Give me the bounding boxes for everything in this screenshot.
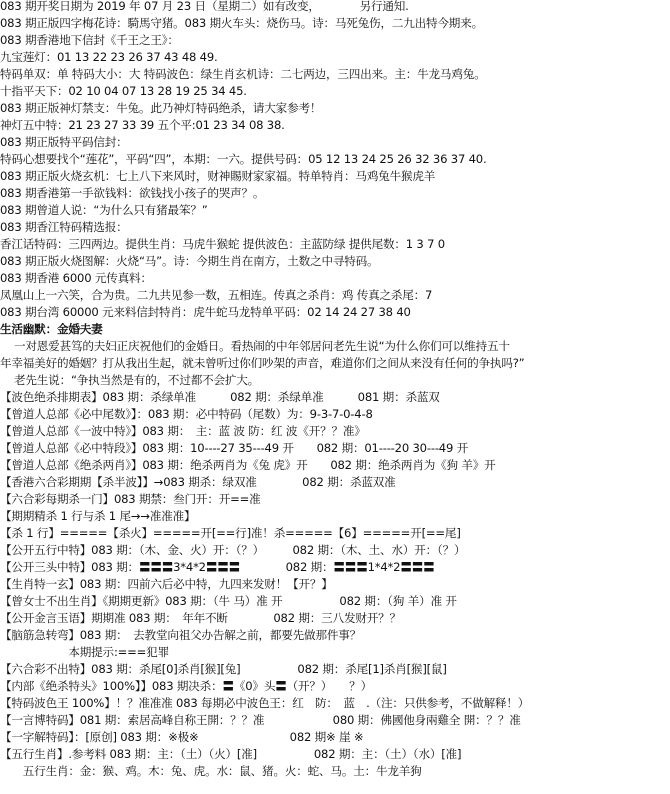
five-elements-line: 【公开五行中特】083 期：（木、金、火）开：（？） 082 期：（木、土、水）开：（？） xyxy=(0,543,466,557)
element-legend-line: 五行生肖：金：猴、鸡。木：兔、虎。水：鼠、猪。火：蛇、马。土：牛龙羊狗 xyxy=(0,764,422,778)
fire-mystery-line: 083 期正版火烧玄机：七上八下来风时，财神賜财家家福。特单特肖：马鸡兔牛猴虎羊 xyxy=(0,169,436,183)
kill-one-door-line: 【六合彩每期杀一门】083 期禁：叁门开：开==准 xyxy=(0,492,261,506)
issue-date-line: 083 期开奖日期为 2019 年 07 月 23 日（星期二）如有改变， 另行通知. xyxy=(0,0,409,13)
nine-lamps-line: 九宝莲灯：01 13 22 23 26 37 43 48 49. xyxy=(0,50,218,64)
five-specials-line: 神灯五中特：21 23 27 33 39 五个平:01 23 34 08 38. xyxy=(0,118,285,132)
no-special-line: 【六合彩不出特】083 期：杀尾[0]杀肖[猴][兔] 082 期：杀尾[1]杀肖[猴][鼠] xyxy=(0,662,447,676)
internal-head-line: 【内部《绝杀特头》100%】】083 期决杀：〓《0》头〓（开？） ？） xyxy=(0,679,372,693)
humor-paragraph-1: 一对恩爱甚笃的夫妇正庆祝他们的金婚日。看热闹的中年邻居问老先生说“为什么你们可以维持五十 xyxy=(14,339,510,353)
humor-paragraph-2: 年幸福美好的婚姻？打从我出生起，就未曾听过你们吵架的声音，难道你们之间从来没有任何的争执吗?” xyxy=(0,356,525,370)
humor-title: 生活幽默：金婚夫妻 xyxy=(0,322,103,336)
taiwan-line: 083 期台湾 60000 元来料信封特肖：虎牛蛇马龙特单平码：02 14 24 27 38 40 xyxy=(0,305,411,319)
wave-king-line: 【特码波色王 100%】！？准准准 083 每期必中波色王：红 防： 蓝 .（注：只供参考，不做解释！） xyxy=(0,696,530,710)
single-double-line: 特码单双：单 特码大小：大 特码波色：绿生肖玄机诗：二七两边，三四出来。主：牛龙马鸡兔。 xyxy=(0,67,486,81)
brain-teaser-line: 【脑筋急转弯】083 期： 去教堂向祖父办告解之前，都要先做那件事？ xyxy=(0,628,362,642)
hk-first-hand-line: 083 期香港第一手欲钱料：欲钱找小孩子的哭声？。 xyxy=(0,186,265,200)
ms-zeng-line: 【曾女士不出生肖】《期期更新》083 期：（牛 马）准 开 082 期：（狗 羊）准 开 xyxy=(0,594,457,608)
wave-color-line: 【波色绝杀排期表】083 期：杀绿单准 082 期：杀绿单准 081 期：杀蓝双 xyxy=(0,390,440,404)
humor-paragraph-3: 老先生说：“争执当然是有的，不过都不会扩大。 xyxy=(14,373,260,387)
magic-lamp-line: 083 期正版神灯禁支：牛兔。此乃神灯特码绝杀，请大家参考！ xyxy=(0,101,322,115)
five-element-zodiac-line: 【五行生肖】.参考料 083 期：主：（土）（火）[准] 082 期：主：（土）（水）[准] xyxy=(0,747,462,761)
half-wave-line: 【香港六合彩期期【杀半波】】→083 期杀：绿双准 082 期：杀蓝双准 xyxy=(0,475,396,489)
golden-words-line: 【公开金言玉语】期期准 083 期： 年年不断 082 期：三八发财开？？ xyxy=(0,611,401,625)
one-word-bet-line: 【一言博特码】081 期：索居高峰自称王開：？？准 080 期：佛國他身兩雞全 開：？？准 xyxy=(0,713,521,727)
one-char-line: 【一字解特码】：[原创] 083 期：※极※ 082 期※ 崖 ※ xyxy=(0,730,364,744)
kill-row-tail-title: 【期期精杀 1 行与杀 1 尾→→准准准】 xyxy=(0,509,196,523)
zeng-says-line: 083 期曾道人说：“为什么只有猪最笨？” xyxy=(0,203,208,217)
zodiac-mystery-line: 【生肖特一玄】083 期：四前六后必中特，九四来发财！【开？】 xyxy=(0,577,333,591)
brain-teaser-hint: 本期提示:===犯罪 xyxy=(0,645,169,659)
kill-two-zodiac-line: 【曾道人总部《绝杀两肖》】083 期：绝杀两肖为《兔 虎》开 082 期：绝杀两肖为《狗 羊》开 xyxy=(0,458,496,472)
xiangjiang-report-line: 083 期香江特码精选报： xyxy=(0,220,128,234)
one-wave-line: 【曾道人总部《一波中特》】083 期： 主：蓝 波 防：红 波《开？？准》 xyxy=(0,424,366,438)
xiangjiang-words-line: 香江话特码：三四两边。提供生肖：马虎牛猴蛇 提供波色：主蓝防绿 提供尾数：1 3 7 0 xyxy=(0,237,445,251)
fire-diagram-line: 083 期正版火烧图解：火烧“马”。诗：今期生肖在南方，土数之中寻特码。 xyxy=(0,254,379,268)
envelope-title-line: 083 期香港地下信封《千王之王》： xyxy=(0,33,179,47)
hk-fax-title-line: 083 期香港 6000 元传真料： xyxy=(0,271,152,285)
phoenix-line: 凤凰山上一六笑，合为贵。二九共见参一数，五相连。传真之杀肖：鸡 传真之杀尾：7 xyxy=(0,288,433,302)
lotus-line: 特码心想要找个“莲花”，平码“四”，本期：一六。提供号码：05 12 13 24 25 26 32 36 37 40. xyxy=(0,152,487,166)
ten-fingers-line: 十指平天下：02 10 04 07 13 28 19 25 34 45. xyxy=(0,84,247,98)
tail-number-line: 【曾道人总部《必中尾数》】：083 期：必中特码（尾数）为：9-3-7-0-4-8 xyxy=(0,407,373,421)
special-range-line: 【曾道人总部《必中特段》】083 期：10----27 35---49 开 082 期：01----20 30---49 开 xyxy=(0,441,469,455)
flat-code-envelope-line: 083 期正版特平码信封： xyxy=(0,135,128,149)
three-heads-line: 【公开三头中特】083 期：〓〓〓3*4*2〓〓〓 082 期：〓〓〓1*4*2〓〓〓 xyxy=(0,560,435,574)
plum-poem-line: 083 期正版四字梅花诗：騎馬守猪。083 期火车头：烧伤马。诗：马死兔伤，二九出特今期来。 xyxy=(0,16,483,30)
kill-row-tail-line: 【杀 1 行】=====【杀火】=====开[==行]准！杀=====【6】=====开[==尾] xyxy=(0,526,461,540)
